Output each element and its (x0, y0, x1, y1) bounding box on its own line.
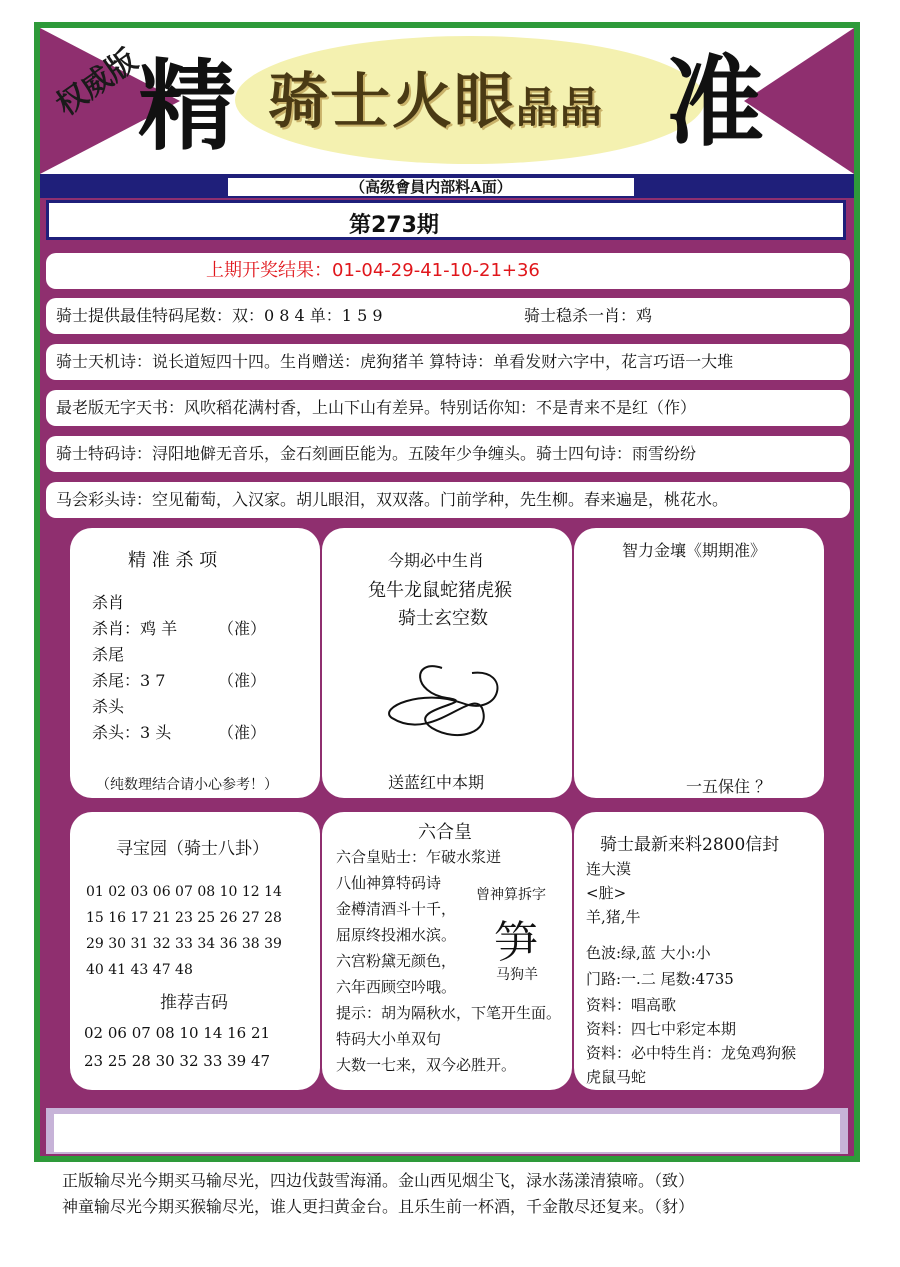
authority-stamp: 权威版 (50, 42, 144, 124)
title-small: 晶晶 (516, 83, 605, 132)
card3-title: 智力金壤《期期准》 (622, 541, 767, 560)
card1-tag: （准） (218, 723, 267, 742)
card-liuhe (322, 812, 572, 1090)
number-row: 40 41 43 47 48 (86, 962, 193, 978)
card5-line: 屈原终投湘水滨。 (336, 926, 457, 944)
recommended-row: 02 06 07 08 10 14 16 21 (84, 1024, 271, 1042)
card5-line: 大数一七来，双今必胜开。 (336, 1056, 517, 1074)
recommended-title: 推荐吉码 (160, 993, 228, 1013)
poem-text-1: 骑士天机诗：说长道短四十四。生肖赠送：虎狗猪羊 算特诗：单看发财六字中，花言巧语一大堆 (56, 352, 734, 371)
card1-line: 杀头 (92, 697, 125, 716)
card6-line: 门路:一.二 尾数:4735 (586, 970, 734, 988)
big-right-char: 准 (666, 46, 765, 160)
card5-line: 八仙神算特码诗 (336, 874, 442, 892)
card2-line: 骑士玄空数 (398, 608, 488, 629)
number-row: 15 16 17 21 23 25 26 27 28 (86, 910, 282, 926)
card6-title: 骑士最新来料2800信封 (600, 835, 780, 855)
card-latest-info (574, 812, 824, 1090)
poem-text-3: 骑士特码诗：浔阳地僻无音乐，金石刻画臣能为。五陵年少争缠头。骑士四句诗：雨雪纷纷 (56, 444, 697, 463)
recommended-row: 23 25 28 30 32 33 39 47 (84, 1052, 271, 1070)
poem-row-1 (46, 344, 850, 380)
card-treasure (70, 812, 320, 1090)
result-row (46, 253, 850, 289)
card1-line: 杀肖：鸡 羊 (92, 619, 178, 638)
poem-row-3 (46, 436, 850, 472)
card5-line: 提示：胡为隔秋水，下笔开生面。 (336, 1004, 562, 1022)
card2-line: 今期必中生肖 (388, 551, 485, 570)
poem-row-4 (46, 482, 850, 518)
bottom-blank-box (54, 1114, 840, 1152)
card4-title: 寻宝园（骑士八卦） (116, 839, 269, 859)
tail-numbers: 骑士提供最佳特码尾数：双：0 8 4 单：1 5 9 (56, 306, 383, 325)
page-title (268, 67, 605, 137)
issue-box (46, 200, 846, 240)
card5-line: 六合皇贴士：乍破水浆迸 (336, 848, 502, 866)
card6-line: 资料：必中特生肖：龙兔鸡狗猴 (586, 1044, 797, 1062)
split-char-answer: 马狗羊 (496, 967, 538, 983)
poem-row-2 (46, 390, 850, 426)
card5-title: 六合皇 (418, 822, 472, 843)
tail-row (46, 298, 850, 334)
card6-line: 连大漠 (586, 860, 632, 878)
card-wisdom (574, 528, 824, 798)
card1-title: 精 准 杀 项 (128, 550, 218, 571)
kill-zodiac: 骑士稳杀一肖：鸡 (524, 306, 653, 325)
number-row: 29 30 31 32 33 34 36 38 39 (86, 936, 282, 952)
card2-line: 兔牛龙鼠蛇猪虎猴 (368, 580, 512, 601)
card6-line: <脏> (586, 884, 627, 902)
poster-frame (34, 22, 860, 1162)
number-row: 01 02 03 06 07 08 10 12 14 (86, 884, 282, 900)
card5-line: 金樽清酒斗十千， (336, 900, 457, 918)
draw-result: 上期开奖结果：01-04-29-41-10-21+36 (206, 260, 540, 281)
card3-foot: 一五保住 ？ (686, 777, 772, 796)
card6-line: 虎鼠马蛇 (586, 1068, 647, 1086)
card6-line: 羊,猪,牛 (586, 908, 641, 926)
split-char-label: 曾神算拆字 (476, 887, 546, 903)
card-kill-items (70, 528, 320, 798)
card5-line: 六年西顾空吟哦。 (336, 978, 457, 996)
header-banner (40, 28, 854, 174)
card5-line: 六宫粉黛无颜色， (336, 952, 457, 970)
subtitle: （高级會員内部料A面） (228, 178, 634, 196)
issue-number: 第273期 (349, 213, 439, 238)
card-must-zodiac (322, 528, 572, 798)
card1-line: 杀尾 (92, 645, 125, 664)
signature-scribble (372, 648, 522, 748)
footer-line-1: 正版输尽光今期买马输尽光，四边伐鼓雪海涌。金山西见烟尘飞，渌水荡漾清猿啼。（致） (62, 1171, 695, 1190)
card6-line: 资料：四七中彩定本期 (586, 1020, 737, 1038)
card1-note: （纯数理结合请小心参考！） (96, 777, 278, 793)
card6-line: 资料：唱高歌 (586, 996, 677, 1014)
card2-line: 送蓝红中本期 (388, 773, 485, 792)
poem-text-4: 马会彩头诗：空见葡萄，入汉家。胡儿眼泪，双双落。门前学种，先生柳。春来遍是，桃花水。 (56, 490, 729, 509)
big-left-char: 精 (138, 50, 237, 164)
split-char: 笋 (494, 917, 538, 968)
card1-line: 杀头：3 头 (92, 723, 172, 742)
title-main: 骑士火眼 (268, 67, 516, 137)
card1-line: 杀尾：3 7 (92, 671, 166, 690)
card6-line: 色波:绿,蓝 大小:小 (586, 944, 711, 962)
card1-tag: （准） (218, 619, 267, 638)
poem-text-2: 最老版无字天书：风吹稻花满村香，上山下山有差异。特别话你知：不是青来不是红（作） (56, 398, 697, 417)
footer-line-2: 神童输尽光今期买猴输尽光，谁人更扫黄金台。且乐生前一杯酒，千金散尽还复来。（豺） (62, 1197, 695, 1216)
card1-tag: （准） (218, 671, 267, 690)
card5-line: 特码大小单双句 (336, 1030, 442, 1048)
card1-line: 杀肖 (92, 593, 125, 612)
